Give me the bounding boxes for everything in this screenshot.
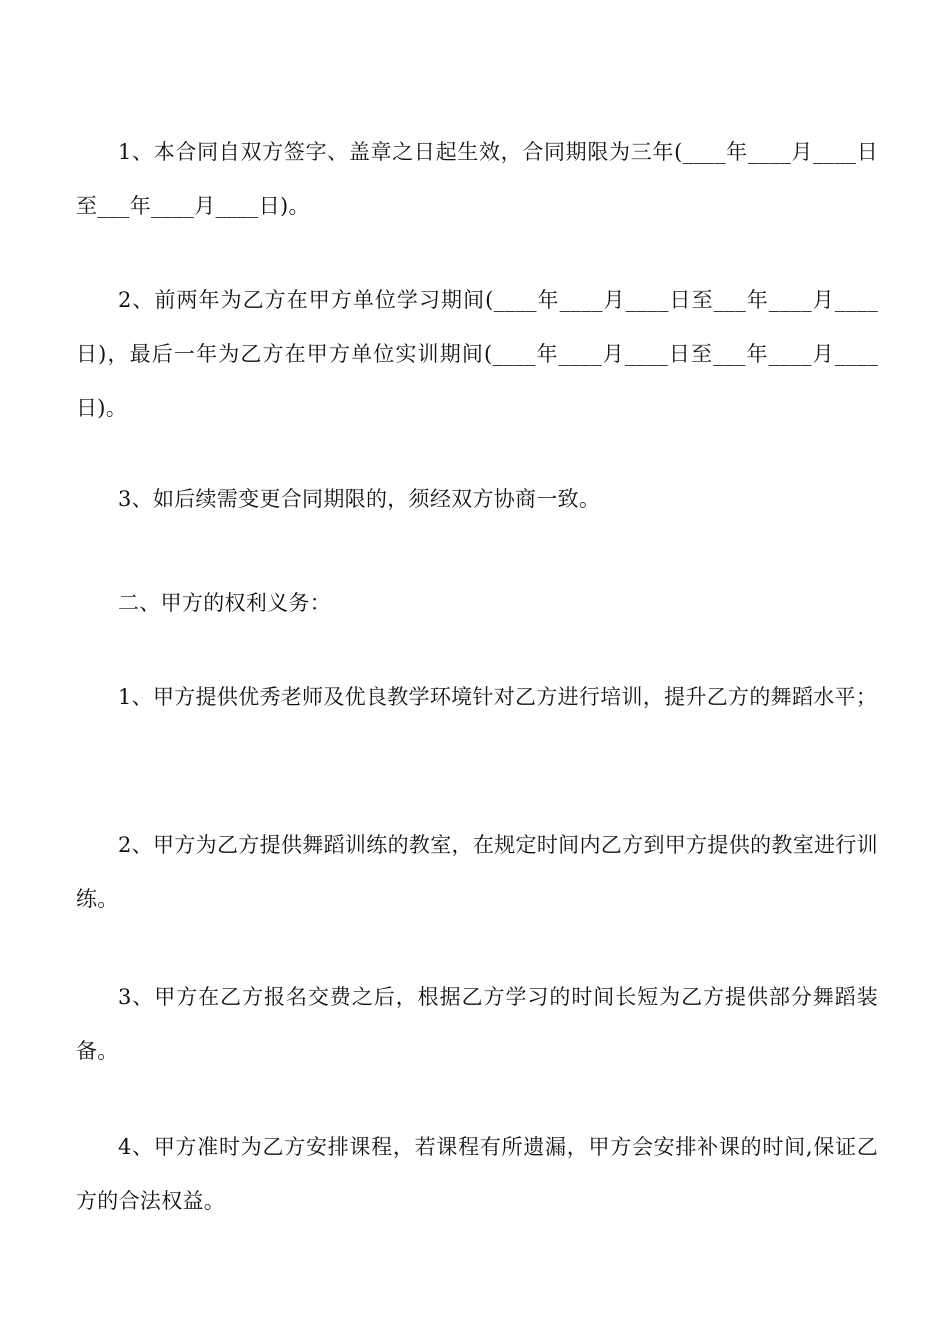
party-a-clause-1: 1、甲方提供优秀老师及优良教学环境针对乙方进行培训，提升乙方的舞蹈水平； [118,685,878,709]
section-heading-party-a-rights: 二、甲方的权利义务： [118,591,331,615]
term-clause-3: 3、如后续需变更合同期限的，须经双方协商一致。 [118,487,601,511]
term-clause-1: 1、本合同自双方签字、盖章之日起生效，合同期限为三年(____年____月____日至___年____月____日)。 [76,140,878,218]
party-a-clause-4: 4、甲方准时为乙方安排课程，若课程有所遗漏，甲方会安排补课的时间,保证乙方的合法权益。 [76,1135,878,1213]
term-clause-2: 2、前两年为乙方在甲方单位学习期间(____年____月____日至___年____月____日)，最后一年为乙方在甲方单位实训期间(____年____月____日至___年____月____日)。 [76,288,878,420]
party-a-clause-3: 3、甲方在乙方报名交费之后，根据乙方学习的时间长短为乙方提供部分舞蹈装备。 [76,985,878,1063]
party-a-clause-2: 2、甲方为乙方提供舞蹈训练的教室，在规定时间内乙方到甲方提供的教室进行训练。 [76,833,878,911]
